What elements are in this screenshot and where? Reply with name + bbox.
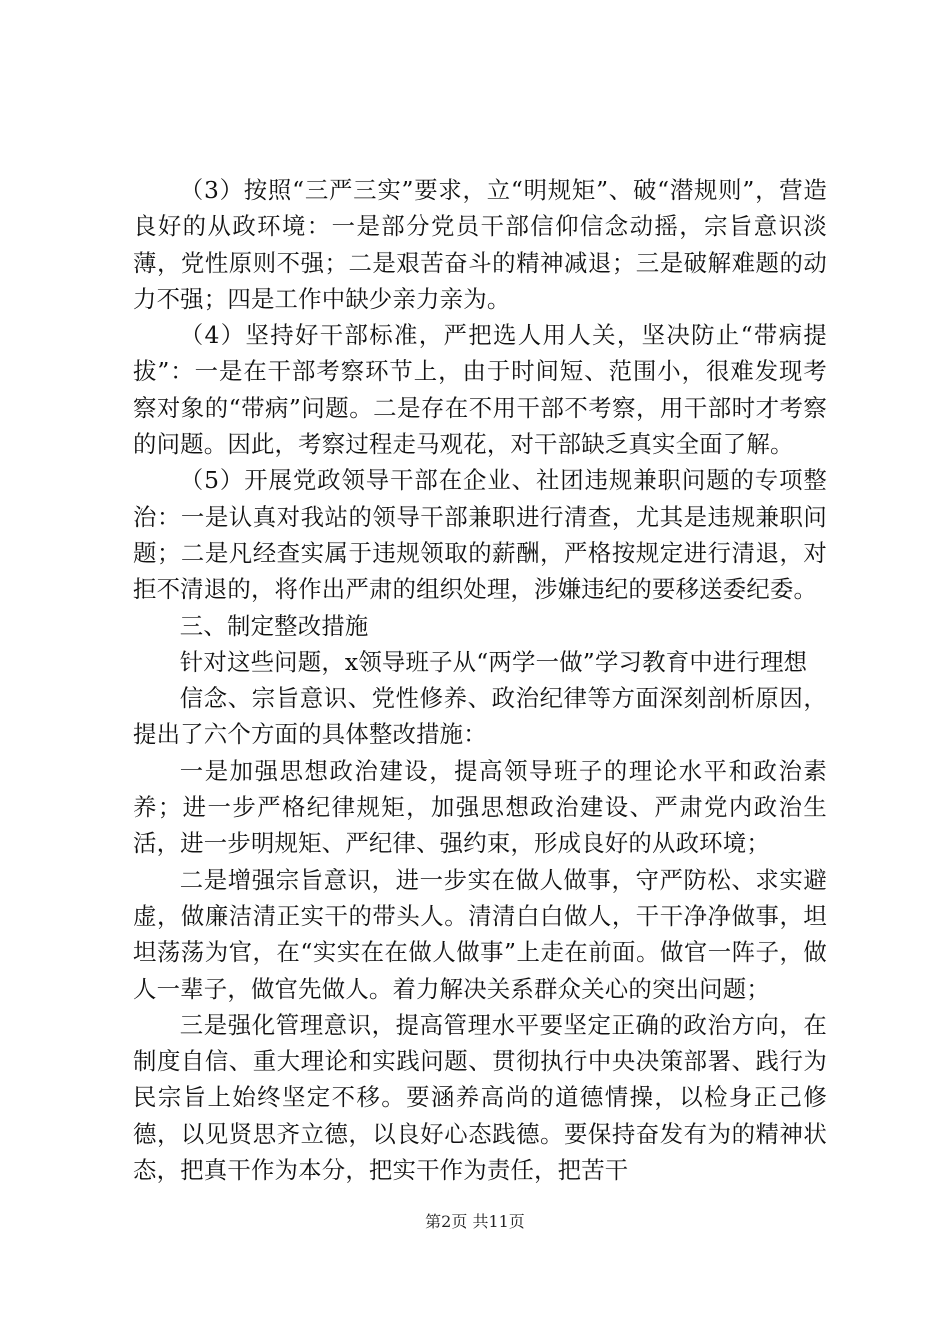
paragraph-item-4: （4）坚持好干部标准，严把选人用人关，坚决防止“带病提拔”：一是在干部考察环节上，由于时间短、范围小，很难发现考察对象的“带病”问题。二是存在不用干部不考察，用干部时才考察的问题。因此，考察过程走马观花，对干部缺乏真实全面了解。 [133, 321, 827, 459]
paragraph-intro-line: 针对这些问题，x领导班子从“两学一做”学习教育中进行理想 [179, 647, 808, 676]
paragraph-measure-two: 二是增强宗旨意识，进一步实在做人做事，守严防松、求实避虚，做廉洁清正实干的带头人。清清白白做人，干干净净做事，坦坦荡荡为官，在“实实在在做人做事”上走在前面。做官一阵子，做人一辈子，做官先做人。着力解决关系群众关心的突出问题； [133, 865, 827, 1003]
paragraph-intro-continuation: 信念、宗旨意识、党性修养、政治纪律等方面深刻剖析原因，提出了六个方面的具体整改措施： [133, 684, 827, 749]
paragraph-item-5: （5）开展党政领导干部在企业、社团违规兼职问题的专项整治：一是认真对我站的领导干部兼职进行清查，尤其是违规兼职问题；二是凡经查实属于违规领取的薪酬，严格按规定进行清退，对拒不清退的，将作出严肃的组织处理，涉嫌违纪的要移送委纪委。 [133, 466, 827, 604]
document-body [133, 172, 827, 1188]
page-number-footer: 第2页 共11页 [425, 1212, 525, 1231]
section-heading: 三、制定整改措施 [179, 611, 369, 640]
paragraph-item-3: （3）按照“三严三实”要求，立“明规矩”、破“潜规则”，营造良好的从政环境：一是部分党员干部信仰信念动摇，宗旨意识淡薄，党性原则不强；二是艰苦奋斗的精神减退；三是破解难题的动力不强；四是工作中缺少亲力亲为。 [133, 176, 827, 313]
paragraph-measure-one: 一是加强思想政治建设，提高领导班子的理论水平和政治素养；进一步严格纪律规矩，加强思想政治建设、严肃党内政治生活，进一步明规矩、严纪律、强约束，形成良好的从政环境； [133, 756, 827, 858]
paragraph-measure-three: 三是强化管理意识，提高管理水平要坚定正确的政治方向，在制度自信、重大理论和实践问题、贯彻执行中央决策部署、践行为民宗旨上始终坚定不移。要涵养高尚的道德情操，以检身正己修德，以见贤思齐立德，以良好心态践德。要保持奋发有为的精神状态，把真干作为本分，把实干作为责任，把苦干 [133, 1010, 827, 1185]
